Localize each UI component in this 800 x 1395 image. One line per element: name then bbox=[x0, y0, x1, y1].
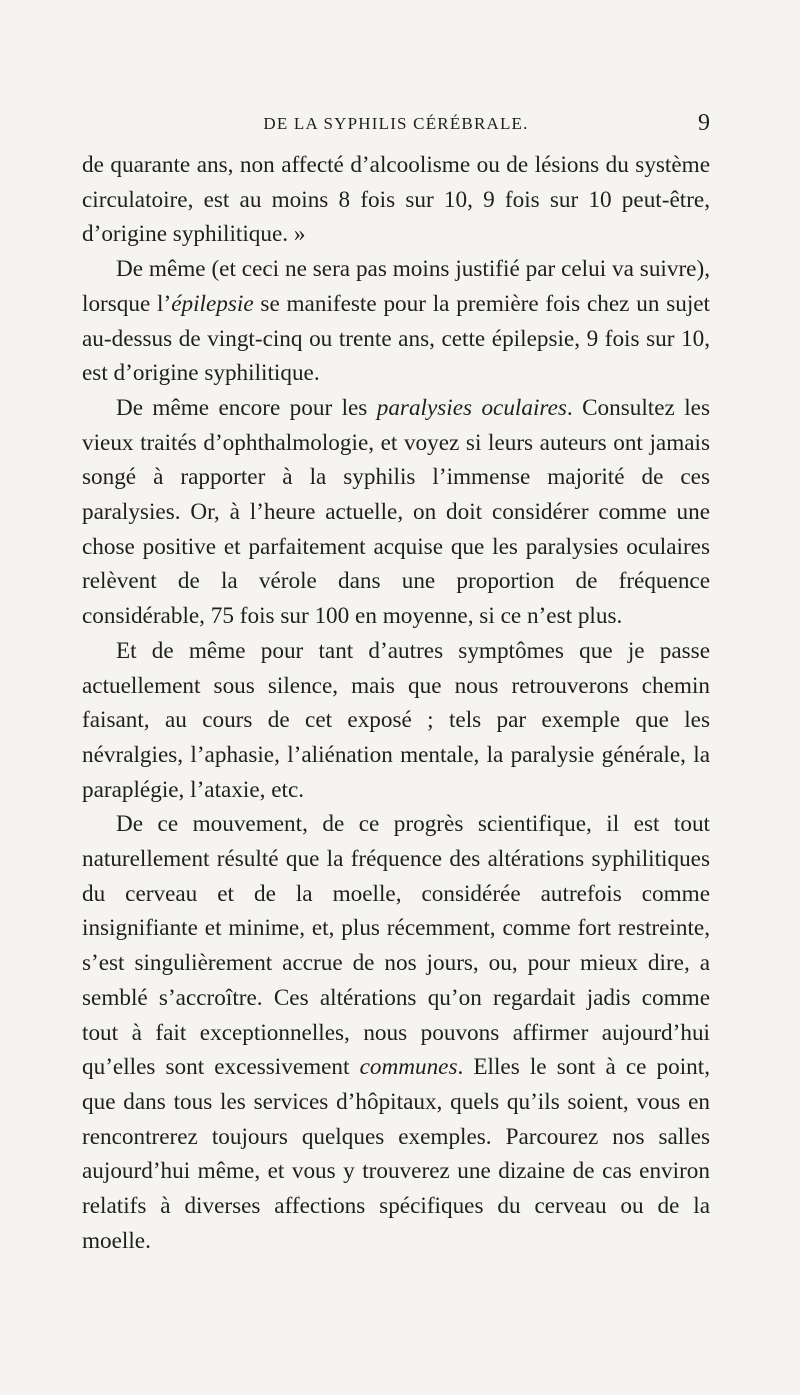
italic-term: paralysies oculaires bbox=[376, 394, 567, 421]
text-run: . Consultez les vieux traités d’ophthalmologie, et voyez si leurs auteurs ont jamais songé à rapporter à la syphilis l’immense majorité de ces paralysies. Or, à l’heure actuelle, on doit considérer comme une chose positive et parfaitement acquise que les paralysies oculaires relèvent de la vérole dans une proportion de fréquence considérable, 75 fois sur 100 en moyenne, si ce n’est plus. bbox=[82, 394, 710, 630]
text-run: De même encore pour les bbox=[116, 394, 377, 421]
text-run: se manifeste pour la première fois chez un sujet au-dessus de vingt-cinq ou trente ans, cette épilepsie, 9 fois sur 10, est d’origine syphilitique. bbox=[82, 290, 710, 387]
italic-term: communes bbox=[359, 1054, 458, 1081]
running-title: DE LA SYPHILIS CÉRÉBRALE. bbox=[263, 114, 529, 133]
paragraph bbox=[82, 391, 710, 634]
text-run: Et de même pour tant d’autres symptômes que je passe actuellement sous silence, mais que nous retrouverons chemin faisant, au cours de cet exposé ; tels par exemple que les névralgies, l’aphasie, l’aliénation mentale, la paralysie générale, la paraplégie, l’ataxie, etc. bbox=[82, 637, 710, 803]
paragraph bbox=[82, 634, 710, 808]
paragraph bbox=[82, 807, 710, 1258]
paragraph bbox=[82, 148, 710, 252]
text-run: De même (et ceci ne sera pas moins justifié par celui va suivre), lorsque l’ bbox=[82, 256, 710, 317]
paragraph bbox=[82, 252, 710, 391]
text-run: de quarante ans, non affecté d’alcoolisme ou de lésions du système circulatoire, est au moins 8 fois sur 10, 9 fois sur 10 peut-être, d’origine syphilitique. » bbox=[82, 152, 710, 248]
page-header bbox=[82, 112, 710, 136]
text-run: . Elles le sont à ce point, que dans tous les services d’hôpitaux, quels qu’ils soient, vous en rencontrerez toujours quelques exemples. Parcourez nos salles aujourd’hui même, et vous y trouverez une dizaine de cas environ relatifs à diverses affections spécifiques du cerveau ou de la moelle. bbox=[82, 1054, 711, 1254]
page-number: 9 bbox=[698, 110, 710, 136]
text-run: De ce mouvement, de ce progrès scientifique, il est tout naturellement résulté que la fréquence des altérations syphilitiques du cerveau et de la moelle, considérée autrefois comme insignifiante et minime, et, plus récemment, comme fort restreinte, s’est singulièrement accrue de nos jours, ou, pour mieux dire, a semblé s’accroître. Ces altérations qu’on regardait jadis comme tout à fait exceptionnelles, nous pouvons affirmer aujourd’hui qu’elles sont excessivement bbox=[82, 811, 710, 1081]
body-text bbox=[82, 148, 710, 1259]
italic-term: épilepsie bbox=[171, 290, 254, 317]
